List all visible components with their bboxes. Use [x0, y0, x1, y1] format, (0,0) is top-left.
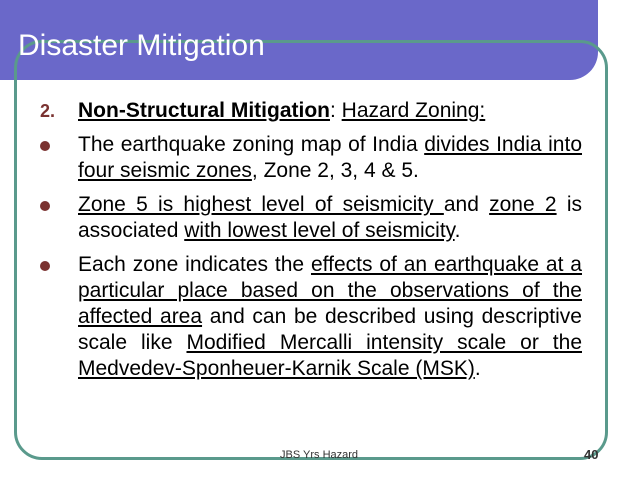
slide-content [40, 98, 582, 390]
text-segment: . [454, 219, 461, 242]
text-segment: and can be described using descriptive scale like [78, 305, 582, 354]
text-segment: . [474, 357, 481, 380]
bullet-icon [40, 132, 70, 158]
list-item [40, 98, 582, 124]
text-segment: is associated [78, 193, 583, 242]
text-segment: The earthquake zoning map of India [78, 133, 425, 156]
text-segment: divides India into four seismic zones [78, 133, 582, 182]
text-segment: Hazard Zoning: [341, 99, 486, 122]
text-segment: Each zone indicates the [78, 253, 311, 276]
text-segment: : [329, 99, 342, 122]
text-segment: effects of an earthquake at a particular place based on the observations of the affected area [78, 253, 582, 328]
page-number: 40 [584, 447, 599, 462]
text-segment: with lowest level of seismicity [184, 219, 455, 242]
list-item [40, 192, 582, 244]
text-segment: , Zone 2, 3, 4 & 5. [251, 159, 419, 182]
item-number: 2. [40, 101, 56, 121]
footer-text: JBS Yrs Hazard [280, 449, 359, 461]
bullet-icon [40, 192, 70, 218]
text-segment: and [443, 193, 490, 216]
text-segment: zone 2 [489, 193, 557, 216]
bullet-icon [40, 252, 70, 278]
text-segment: Zone 5 is highest level of seismicity [78, 193, 444, 216]
slide-title: Disaster Mitigation [18, 29, 265, 62]
text-segment: Modified Mercalli intensity scale or the Medvedev-Sponheuer-Karnik Scale (MSK) [78, 331, 582, 380]
list-item [40, 132, 582, 184]
text-segment: Non-Structural Mitigation [78, 99, 330, 122]
list-item [40, 252, 582, 382]
